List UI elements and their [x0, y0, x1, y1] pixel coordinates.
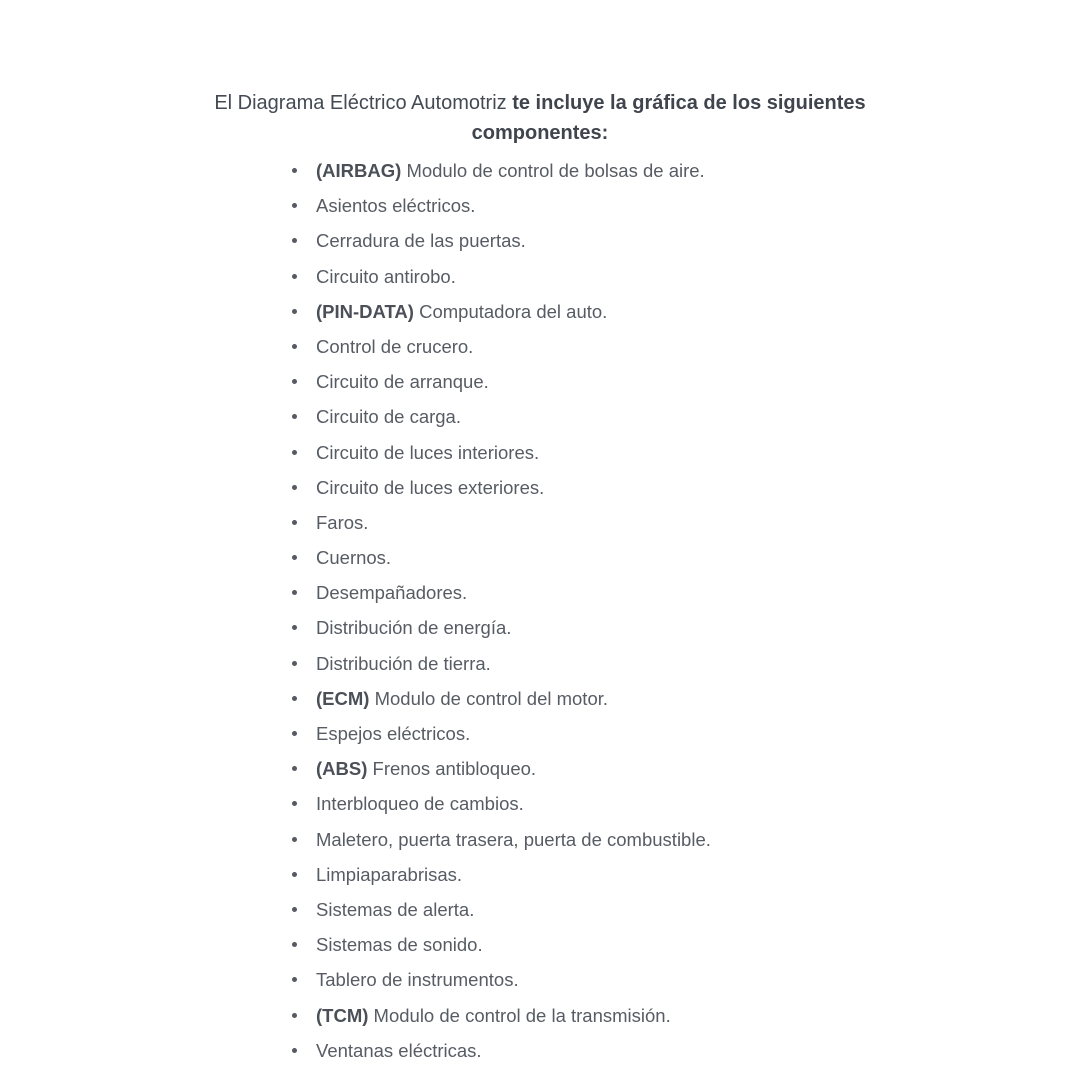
- bullet-icon: [292, 731, 297, 736]
- component-name: Interbloqueo de cambios.: [316, 793, 524, 815]
- list-item: [290, 857, 930, 892]
- bullet-icon: [292, 766, 297, 771]
- bullet-icon: [292, 872, 297, 877]
- bullet-icon: [292, 203, 297, 208]
- intro-plain-text: El Diagrama Eléctrico Automotriz: [214, 92, 513, 114]
- intro-bold-text: te incluye la gráfica de los siguientes componentes:: [471, 92, 866, 144]
- component-name: Circuito de luces interiores.: [316, 441, 540, 463]
- bullet-icon: [292, 661, 297, 666]
- list-item: [290, 153, 930, 188]
- component-name: Modulo de control del motor.: [374, 687, 609, 709]
- bullet-icon: [292, 414, 297, 419]
- list-item: [290, 962, 930, 997]
- component-name: Limpiaparabrisas.: [316, 863, 463, 885]
- list-item: [290, 681, 930, 716]
- component-name: Tablero de instrumentos.: [316, 969, 519, 991]
- component-name: Cuernos.: [316, 547, 392, 569]
- list-item: [290, 223, 930, 258]
- list-item: [290, 575, 930, 610]
- list-item: [290, 435, 930, 470]
- list-item: [290, 646, 930, 681]
- component-name: Modulo de control de bolsas de aire.: [406, 160, 705, 181]
- bullet-icon: [292, 238, 297, 243]
- component-abbreviation: (TCM): [316, 1004, 369, 1026]
- component-name: Faros.: [316, 511, 369, 533]
- component-name: Control de crucero.: [316, 335, 474, 357]
- bullet-icon: [292, 625, 297, 630]
- list-item: [290, 399, 930, 434]
- list-item: [290, 927, 930, 962]
- component-abbreviation: (PIN-DATA): [316, 300, 414, 322]
- bullet-icon: [292, 379, 297, 384]
- bullet-icon: [292, 309, 297, 314]
- component-name: Distribución de tierra.: [316, 652, 491, 674]
- list-item: [290, 294, 930, 329]
- list-item: [290, 329, 930, 364]
- bullet-icon: [292, 520, 297, 525]
- bullet-icon: [292, 485, 297, 490]
- bullet-icon: [292, 837, 297, 842]
- list-item: [290, 751, 930, 786]
- bullet-icon: [292, 1048, 297, 1053]
- component-name: Modulo de control de la transmisión.: [373, 1004, 671, 1026]
- list-item: [290, 786, 930, 821]
- bullet-icon: [292, 696, 297, 701]
- component-name: Asientos eléctricos.: [316, 195, 476, 217]
- list-item: [290, 716, 930, 751]
- list-item: [290, 540, 930, 575]
- component-name: Cerradura de las puertas.: [316, 230, 526, 252]
- bullet-icon: [292, 977, 297, 982]
- component-name: Circuito antirobo.: [316, 265, 456, 287]
- component-name: Desempañadores.: [316, 582, 468, 604]
- component-name: Sistemas de sonido.: [316, 934, 483, 956]
- list-item: [290, 998, 930, 1033]
- bullet-icon: [292, 907, 297, 912]
- list-item: [290, 470, 930, 505]
- list-item: [290, 892, 930, 927]
- bullet-icon: [292, 801, 297, 806]
- component-name: Maletero, puerta trasera, puerta de combustible.: [316, 828, 711, 850]
- bullet-icon: [292, 168, 297, 173]
- list-item: [290, 505, 930, 540]
- bullet-icon: [292, 590, 297, 595]
- intro-paragraph: [150, 88, 930, 148]
- bullet-icon: [292, 450, 297, 455]
- component-name: Computadora del auto.: [419, 300, 608, 322]
- list-item: [290, 1033, 930, 1068]
- component-abbreviation: (ECM): [316, 687, 370, 709]
- component-name: Circuito de carga.: [316, 406, 461, 428]
- list-item: [290, 822, 930, 857]
- component-name: Frenos antibloqueo.: [372, 758, 537, 780]
- bullet-icon: [292, 274, 297, 279]
- list-item: [290, 188, 930, 223]
- component-name: Circuito de luces exteriores.: [316, 476, 545, 498]
- bullet-icon: [292, 344, 297, 349]
- component-name: Espejos eléctricos.: [316, 723, 471, 744]
- list-item: [290, 610, 930, 645]
- component-name: Circuito de arranque.: [316, 371, 489, 393]
- bullet-icon: [292, 555, 297, 560]
- bullet-icon: [292, 1013, 297, 1018]
- bullet-icon: [292, 942, 297, 947]
- component-name: Distribución de energía.: [316, 617, 512, 639]
- list-item: [290, 259, 930, 294]
- component-abbreviation: (AIRBAG): [316, 160, 402, 181]
- list-item: [290, 364, 930, 399]
- component-name: Ventanas eléctricas.: [316, 1039, 482, 1061]
- component-abbreviation: (ABS): [316, 758, 368, 780]
- component-list: [290, 153, 930, 1068]
- component-name: Sistemas de alerta.: [316, 898, 475, 920]
